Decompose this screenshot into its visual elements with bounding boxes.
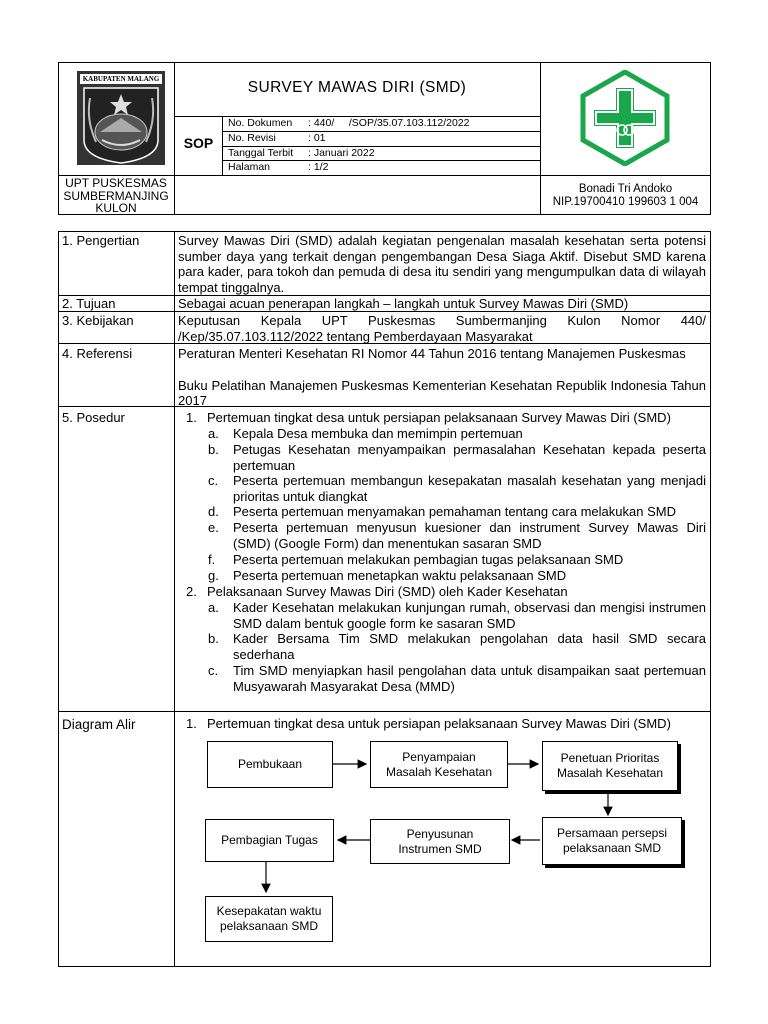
logo-caption: KABUPATEN MALANG (82, 75, 160, 83)
sub-step-letter: b. (208, 631, 219, 646)
sub-step-text: Peserta pertemuan melakukan pembagian tugas pelaksanaan SMD (233, 552, 624, 567)
flow-box-pembagian: Pembagian Tugas (205, 819, 334, 862)
sub-step-text: Kader Kesehatan melakukan kunjungan rumah, observasi dan mengisi instrumen SMD dalam bentuk google form ke sasaran SMD (233, 600, 706, 631)
sub-step-letter: d. (208, 504, 219, 519)
section-label-referensi: 4. Referensi (62, 346, 133, 361)
sub-step-letter: g. (208, 568, 219, 583)
kebijakan-text: Keputusan Kepala UPT Puskesmas Sumbermanjing Kulon Nomor 440/ /Kep/35.07.103.112/2022 tentang Pemberdayaan Masyarakat (178, 313, 706, 344)
signer-name: Bonadi Tri Andoko (578, 183, 673, 195)
meta-value-tanggal-terbit: : Januari 2022 (308, 147, 375, 159)
tujuan-text: Sebagai acuan penerapan langkah – langkah untuk Survey Mawas Diri (SMD) (178, 296, 629, 311)
flow-box-penyusunan: Penyusunan Instrumen SMD (370, 819, 510, 864)
unit-name-line: KULON (95, 201, 137, 215)
meta-label-tanggal-terbit: Tanggal Terbit (228, 147, 294, 159)
sub-step-text: Peserta pertemuan membangun kesepakatan masalah kesehatan yang menjadi prioritas untuk diangkat (233, 473, 706, 504)
referensi-item: Peraturan Menteri Kesehatan RI Nomor 44 Tahun 2016 tentang Manajemen Puskesmas (178, 346, 686, 361)
unit-name-line: SUMBERMANJING (63, 188, 169, 203)
sub-step-text: Petugas Kesehatan menyampaikan permasalahan Kesehatan kepada peserta pertemuan (233, 442, 706, 473)
meta-label-halaman: Halaman (228, 161, 271, 173)
meta-label-no-revisi: No. Revisi (228, 132, 276, 144)
kabupaten-malang-logo (76, 70, 166, 166)
sub-step-letter: a. (208, 426, 219, 441)
meta-value-no-dokumen: : 440/ /SOP/35.07.103.112/2022 (308, 117, 470, 129)
sub-step-letter: e. (208, 520, 219, 535)
section-label-prosedur: 5. Posedur (62, 410, 125, 425)
flow-box-penyampaian: Penyampaian Masalah Kesehatan (370, 741, 508, 788)
meta-value-no-revisi: : 01 (308, 132, 326, 144)
diagram-heading: Pertemuan tingkat desa untuk persiapan pelaksanaan Survey Mawas Diri (SMD) (207, 716, 671, 731)
puskesmas-logo (578, 70, 672, 166)
flow-box-pembukaan: Pembukaan (207, 741, 333, 788)
step-text: Pelaksanaan Survey Mawas Diri (SMD) oleh Kader Kesehatan (207, 584, 568, 599)
page-title: SURVEY MAWAS DIRI (SMD) (247, 79, 467, 96)
unit-name-line: UPT PUSKESMAS (65, 176, 167, 190)
sop-label: SOP (183, 135, 214, 151)
section-label-tujuan: 2. Tujuan (62, 296, 116, 311)
step-number: 2. (186, 584, 197, 599)
meta-label-no-dokumen: No. Dokumen (228, 117, 293, 129)
section-label-diagram: Diagram Alir (62, 717, 136, 732)
sub-step-text: Kader Bersama Tim SMD melakukan pengolahan data hasil SMD secara sederhana (233, 631, 706, 662)
meta-value-halaman: : 1/2 (308, 161, 329, 173)
flow-box-kesepakatan: Kesepakatan waktu pelaksanaan SMD (205, 896, 333, 942)
signer-nip: NIP.19700410 199603 1 004 (552, 196, 699, 208)
flow-box-penetuan: Penetuan Prioritas Masalah Kesehatan (542, 741, 678, 791)
referensi-item: Buku Pelatihan Manajemen Puskesmas Kementerian Kesehatan Republik Indonesia Tahun 2017 (178, 377, 706, 409)
row-divider (58, 711, 711, 712)
sub-step-text: Kepala Desa membuka dan memimpin pertemuan (233, 426, 523, 441)
sub-step-letter: f. (208, 552, 216, 567)
flowchart (174, 731, 711, 967)
flow-box-persamaan: Persamaan persepsi pelaksanaan SMD (542, 817, 682, 865)
sub-step-text: Peserta pertemuan menetapkan waktu pelaksanaan SMD (233, 568, 567, 583)
section-label-pengertian: 1. Pengertian (62, 233, 140, 248)
step-number: 1. (186, 410, 197, 425)
sub-step-letter: c. (208, 663, 219, 678)
diagram-heading-number: 1. (186, 716, 197, 731)
sub-step-letter: b. (208, 442, 219, 457)
pengertian-text: Survey Mawas Diri (SMD) adalah kegiatan pengenalan masalah kesehatan serta potensi sumber daya yang terkait dengan pengembangan Desa Siaga Aktif. Disebut SMD karena para kader, para tokoh dan pemuda di desa itu sendiri yang mengumpulkan data di wilayah tempat tinggalnya. (178, 233, 706, 295)
sub-step-text: Peserta pertemuan menyusun kuesioner dan instrument Survey Mawas Diri (SMD) (Google Form) dan menentukan sasaran SMD (233, 520, 706, 551)
sub-step-letter: c. (208, 473, 219, 488)
sub-step-text: Peserta pertemuan menyamakan pemahaman tentang cara melakukan SMD (233, 504, 676, 519)
step-text: Pertemuan tingkat desa untuk persiapan pelaksanaan Survey Mawas Diri (SMD) (207, 410, 671, 425)
sub-step-text: Tim SMD menyiapkan hasil pengolahan data untuk disampaikan saat pertemuan Musyawarah Masyarakat Desa (MMD) (233, 663, 706, 694)
sub-step-letter: a. (208, 600, 219, 615)
section-label-kebijakan: 3. Kebijakan (62, 313, 134, 328)
